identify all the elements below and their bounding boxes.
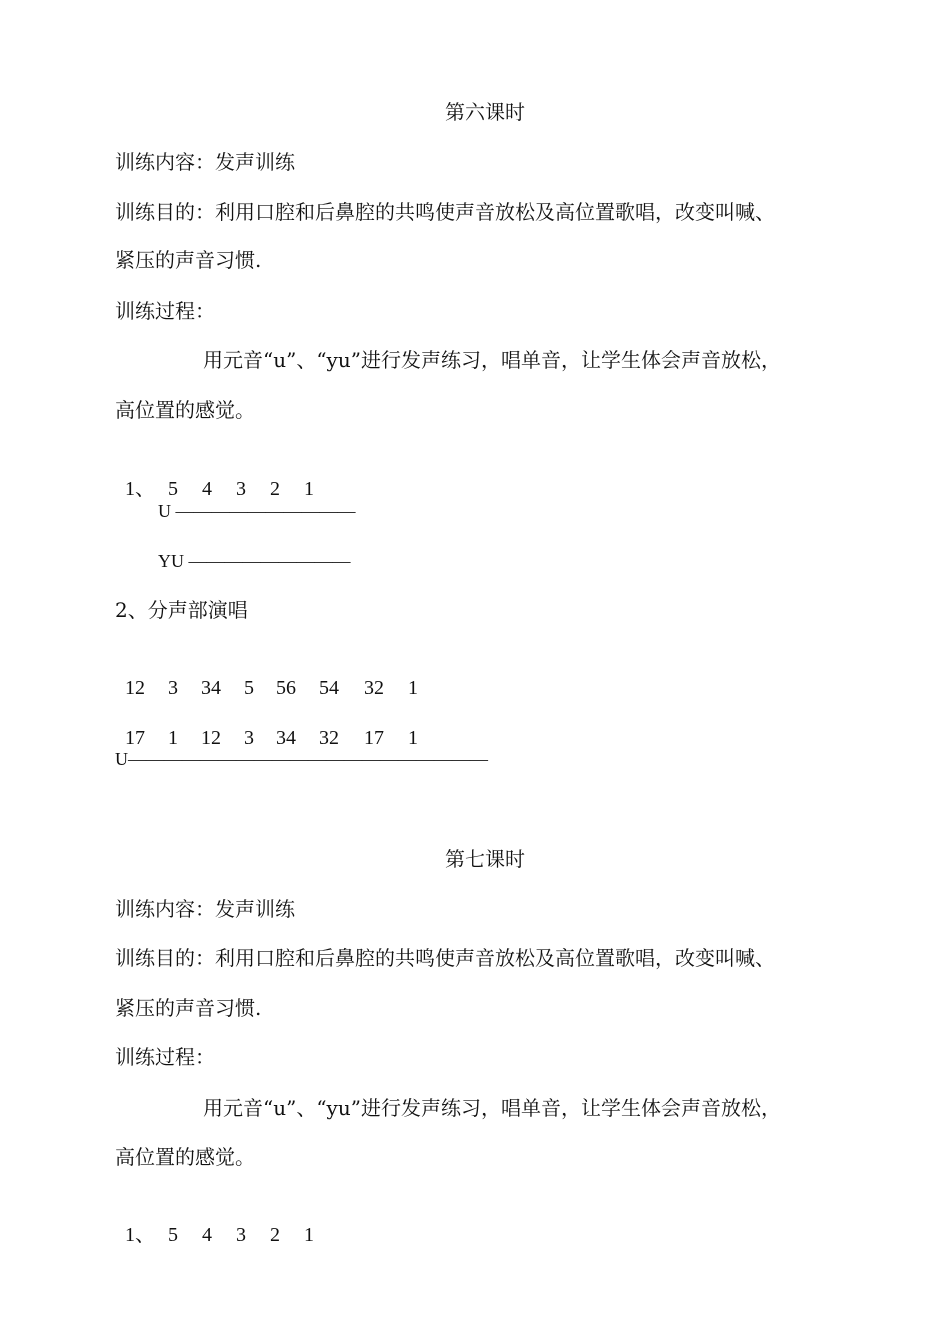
lesson7-content: 训练内容：发声训练	[115, 897, 295, 921]
lesson7-goal-line2: 紧压的声音习惯.	[115, 996, 262, 1020]
lesson6-content: 训练内容：发声训练	[115, 150, 295, 174]
lesson6-goal-line1: 训练目的：利用口腔和后鼻腔的共鸣使声音放松及高位置歌唱，改变叫喊、	[115, 200, 775, 224]
note: 4	[202, 1224, 212, 1246]
note: 5	[168, 478, 178, 500]
note: 17	[125, 727, 145, 749]
lesson6-exercise2-title: 2、分声部演唱	[115, 598, 248, 622]
note: 3	[236, 1224, 246, 1246]
note: 1	[304, 478, 314, 500]
note: 2	[270, 478, 280, 500]
note: 2	[270, 1224, 280, 1246]
lesson6-goal-line2: 紧压的声音习惯.	[115, 248, 262, 272]
lesson6-desc-line1: 用元音“u”、“yu”进行发声练习，唱单音，让学生体会声音放松，	[203, 348, 781, 372]
exercise1-prefix: 1、	[125, 478, 155, 500]
note: 3	[244, 727, 254, 749]
lesson6-process-heading: 训练过程：	[115, 299, 215, 323]
exercise1-prefix: 1、	[125, 1224, 155, 1246]
lesson6-title: 第六课时	[445, 100, 525, 124]
note: 1	[304, 1224, 314, 1246]
lesson6-ex2-u-line: U————————————————————	[115, 749, 488, 769]
lesson7-goal-line1: 训练目的：利用口腔和后鼻腔的共鸣使声音放松及高位置歌唱，改变叫喊、	[115, 946, 775, 970]
note: 4	[202, 478, 212, 500]
lesson6-ex1-yu-line: YU —————————	[158, 551, 351, 571]
note: 3	[236, 478, 246, 500]
lesson7-exercise1	[115, 1193, 314, 1246]
note: 3	[168, 677, 178, 699]
lesson6-desc-line2: 高位置的感觉。	[115, 398, 255, 422]
note: 12	[201, 727, 221, 749]
note: 12	[125, 677, 145, 699]
note: 1	[408, 727, 418, 749]
lesson7-desc-line1: 用元音“u”、“yu”进行发声练习，唱单音，让学生体会声音放松，	[203, 1096, 781, 1120]
lesson6-ex2-row2	[115, 696, 418, 749]
note: 54	[319, 677, 339, 699]
lesson7-title: 第七课时	[445, 847, 525, 871]
note: 56	[276, 677, 296, 699]
lesson6-ex2-row1	[115, 646, 418, 699]
note: 5	[244, 677, 254, 699]
note: 1	[408, 677, 418, 699]
note: 32	[319, 727, 339, 749]
lesson6-exercise1	[115, 447, 314, 500]
note: 32	[364, 677, 384, 699]
note: 17	[364, 727, 384, 749]
note: 34	[276, 727, 296, 749]
lesson7-desc-line2: 高位置的感觉。	[115, 1145, 255, 1169]
note: 5	[168, 1224, 178, 1246]
note: 1	[168, 727, 178, 749]
lesson7-process-heading: 训练过程：	[115, 1045, 215, 1069]
note: 34	[201, 677, 221, 699]
lesson6-ex1-u-line: U ——————————	[158, 501, 356, 521]
